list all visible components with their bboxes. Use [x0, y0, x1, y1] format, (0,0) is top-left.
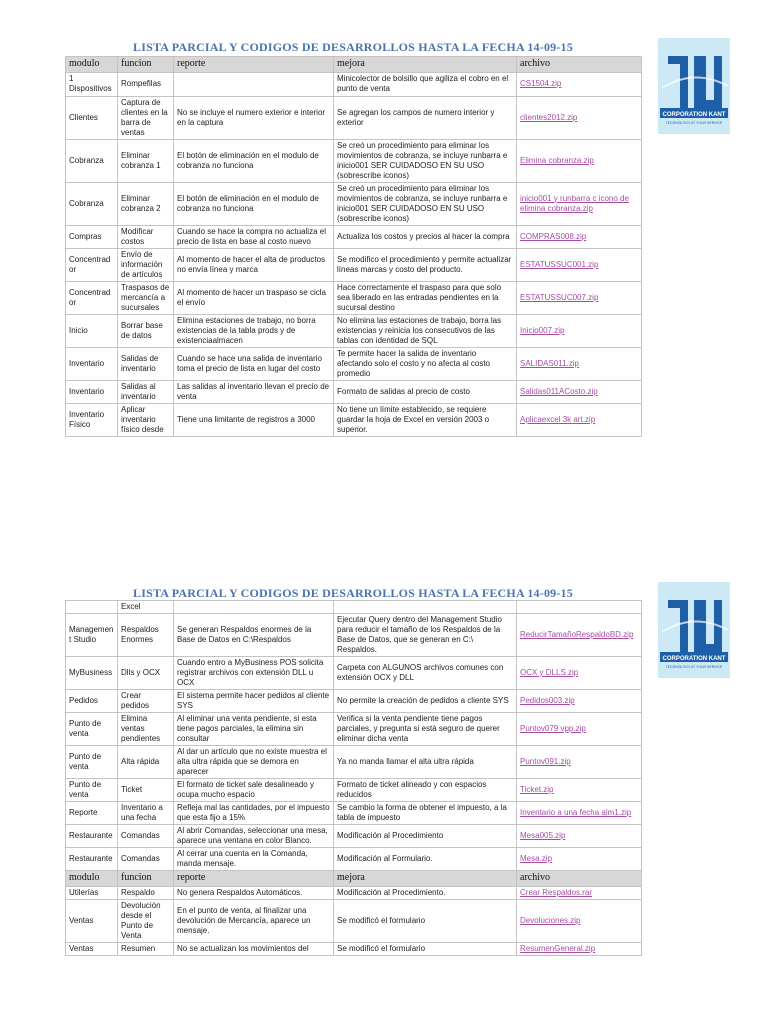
cell-archivo	[517, 614, 642, 657]
file-link[interactable]: Crear Respaldos.rar	[520, 887, 593, 897]
cell-mejora: No elimina las estaciones de trabajo, borra las existencias y reinicia los consecutivos de las tablas con identidad de SQL	[334, 314, 517, 347]
cell-modulo: Inventario	[66, 347, 118, 380]
cell-modulo: Reporte	[66, 802, 118, 825]
file-link[interactable]: Salidas011ACosto.zip	[520, 386, 598, 396]
file-link[interactable]: ResumenGeneral.zip	[520, 943, 596, 953]
cell-reporte: Al cerrar una cuenta en la Comanda, manda mensaje.	[174, 848, 334, 871]
cell-reporte	[174, 601, 334, 614]
cell-modulo: Concentrador	[66, 281, 118, 314]
cell-modulo: Restaurante	[66, 825, 118, 848]
cell-mejora: No tiene un límite establecido, se requiere guardar la hoja de Excel en versión 2003 o superior.	[334, 403, 517, 436]
file-link[interactable]: Devoluciones.zip	[520, 915, 581, 925]
cell-funcion: Rompefilas	[118, 72, 174, 96]
cell-modulo: MyBusiness	[66, 657, 118, 690]
cell-reporte: El formato de ticket sale desalineado y ocupa mucho espacio	[174, 779, 334, 802]
header-mejora: mejora	[334, 57, 517, 73]
cell-archivo	[517, 899, 642, 942]
cell-modulo: Management Studio	[66, 614, 118, 657]
cell-reporte: No genera Respaldos Automáticos.	[174, 886, 334, 899]
cell-reporte: Cuando entro a MyBusiness POS solicita registrar archivos con extensión DLL u OCX	[174, 657, 334, 690]
cell-funcion: Resumen	[118, 942, 174, 955]
cell-mejora: No permite la creación de pedidos a cliente SYS	[334, 690, 517, 713]
file-link[interactable]: ESTATUSSUC001.zip	[520, 259, 599, 269]
cell-funcion: Respaldos Enormes	[118, 614, 174, 657]
header-funcion: funcion	[118, 871, 174, 887]
cell-reporte: Cuando se hace la compra no actualiza el precio de lista en base al costo nuevo	[174, 225, 334, 248]
cell-modulo: Punto de venta	[66, 713, 118, 746]
table-row	[66, 347, 642, 380]
table-row	[66, 248, 642, 281]
cell-archivo	[517, 225, 642, 248]
cell-archivo	[517, 886, 642, 899]
table-row	[66, 380, 642, 403]
cell-reporte: Las salidas al inventario llevan el precio de venta	[174, 380, 334, 403]
cell-archivo	[517, 601, 642, 614]
cell-archivo	[517, 139, 642, 182]
cell-modulo: Compras	[66, 225, 118, 248]
corporation-kant-logo	[658, 582, 730, 678]
cell-reporte: En el punto de venta, al finalizar una devolución de Mercancía, aparece un mensaje.	[174, 899, 334, 942]
cell-archivo	[517, 380, 642, 403]
table-row	[66, 403, 642, 436]
cell-modulo: Restaurante	[66, 848, 118, 871]
cell-funcion: Elimina ventas pendientes	[118, 713, 174, 746]
cell-reporte: Al eliminar una venta pendiente, si esta tiene pagos parciales, la elimina sin consultar	[174, 713, 334, 746]
file-link[interactable]: Ticket.zip	[520, 785, 554, 794]
cell-reporte	[174, 72, 334, 96]
cell-mejora: Actualiza los costos y precios al hacer la compra	[334, 225, 517, 248]
table-header	[66, 871, 642, 887]
svg-text:CORPORATION KANT: CORPORATION KANT	[662, 112, 726, 118]
cell-reporte: Cuando se hace una salida de inventario toma el precio de lista en lugar del costo	[174, 347, 334, 380]
cell-funcion: Salidas al inventario	[118, 380, 174, 403]
file-link[interactable]: OCX y DLLS.zip	[520, 668, 579, 677]
table-row	[66, 899, 642, 942]
cell-reporte: El botón de eliminación en el modulo de cobranza no funciona	[174, 182, 334, 225]
svg-text:TECHNOLOGY AT YOUR SERVICE: TECHNOLOGY AT YOUR SERVICE	[665, 665, 723, 669]
cell-reporte: Elimina estaciones de trabajo, no borra existencias de la tabla prods y de existenciaalmacen	[174, 314, 334, 347]
cell-archivo	[517, 96, 642, 139]
cell-mejora: Formato de salidas al precio de costo	[334, 380, 517, 403]
cell-archivo	[517, 72, 642, 96]
cell-archivo	[517, 314, 642, 347]
header-archivo: archivo	[517, 57, 642, 73]
cell-funcion: Comandas	[118, 825, 174, 848]
cell-mejora: Se creó un procedimiento para eliminar los movimientos de cobranza, se incluye runbarra e inicio001 SER CUIDADOSO EN SU USO (sobrescribe iconos)	[334, 139, 517, 182]
header-mejora: mejora	[334, 871, 517, 887]
file-link[interactable]: COMPRAS008.zip	[520, 231, 587, 241]
cell-mejora: Ejecutar Query dentro del Management Studio para reducir el tamaño de los Respaldos de la Base de Datos, que se generan en C:\ Respaldos.	[334, 614, 517, 657]
cell-mejora: Se agregan los campos de numero interior y exterior	[334, 96, 517, 139]
cell-funcion: Salidas de inventario	[118, 347, 174, 380]
cell-mejora: Se modificó el formulario	[334, 899, 517, 942]
table-row	[66, 779, 642, 802]
cell-mejora: Se cambio la forma de obtener el impuesto, a la tabla de impuesto	[334, 802, 517, 825]
table-row	[66, 848, 642, 871]
cell-funcion: Eliminar cobranza 2	[118, 182, 174, 225]
file-link[interactable]: Puntov091.zip	[520, 757, 571, 766]
header-funcion: funcion	[118, 57, 174, 73]
cell-mejora: Ya no manda llamar el alta ultra rápida	[334, 746, 517, 779]
table-row	[66, 614, 642, 657]
page-title: LISTA PARCIAL Y CODIGOS DE DESARROLLOS HASTA LA FECHA 14-09-15	[133, 40, 573, 54]
cell-reporte: El sistema permite hacer pedidos al cliente SYS	[174, 690, 334, 713]
cell-modulo	[66, 601, 118, 614]
table-row	[66, 281, 642, 314]
cell-archivo	[517, 713, 642, 746]
cell-modulo: Pedidos	[66, 690, 118, 713]
cell-funcion: Dlls y OCX	[118, 657, 174, 690]
cell-funcion: Eliminar cobranza 1	[118, 139, 174, 182]
cell-funcion: Crear pedidos	[118, 690, 174, 713]
cell-mejora: Te permite hacer la salida de inventario afectando solo el costo y no afecta al costo promedio	[334, 347, 517, 380]
cell-funcion: Ticket	[118, 779, 174, 802]
file-link[interactable]: Pedidos003.zip	[520, 696, 575, 705]
file-link[interactable]: Aplicaexcel 3k art.zip	[520, 414, 596, 424]
cell-modulo: Utilerías	[66, 886, 118, 899]
cell-modulo: Cobranza	[66, 139, 118, 182]
cell-funcion: Modificar costos	[118, 225, 174, 248]
cell-funcion: Alta rápida	[118, 746, 174, 779]
cell-archivo	[517, 779, 642, 802]
table-row	[66, 713, 642, 746]
cell-archivo	[517, 248, 642, 281]
cell-archivo	[517, 657, 642, 690]
file-link[interactable]: Elimina cobranza.zip	[520, 155, 594, 165]
cell-modulo: Punto de venta	[66, 746, 118, 779]
file-link[interactable]: ReducirTamañoRespaldoBD.zip	[520, 630, 634, 639]
cell-archivo	[517, 942, 642, 955]
cell-funcion: Devolución desde el Punto de Venta	[118, 899, 174, 942]
file-link[interactable]: Puntov079 vpp.zip	[520, 724, 586, 733]
table-row	[66, 225, 642, 248]
table-row	[66, 657, 642, 690]
cell-funcion: Captura de clientes en la barra de ventas	[118, 96, 174, 139]
table-header	[66, 57, 642, 73]
corporation-kant-logo	[658, 38, 730, 134]
cell-reporte: Al abrir Comandas, seleccionar una mesa, aparece una ventana en color Blanco.	[174, 825, 334, 848]
cell-funcion: Envío de información de artículos	[118, 248, 174, 281]
table-row	[66, 182, 642, 225]
cell-modulo: Ventas	[66, 899, 118, 942]
cell-modulo: Clientes	[66, 96, 118, 139]
cell-archivo	[517, 690, 642, 713]
cell-funcion: Aplicar inventario físico desde	[118, 403, 174, 436]
file-link[interactable]: clientes2012.zip	[520, 112, 578, 122]
file-link[interactable]: Mesa.zip	[520, 854, 553, 863]
developments-table	[65, 56, 642, 437]
svg-text:CORPORATION KANT: CORPORATION KANT	[662, 656, 726, 662]
cell-funcion: Borrar base de datos	[118, 314, 174, 347]
table-row	[66, 96, 642, 139]
cell-funcion: Comandas	[118, 848, 174, 871]
header-modulo: modulo	[66, 57, 118, 73]
cell-archivo	[517, 802, 642, 825]
cell-archivo	[517, 347, 642, 380]
cell-mejora: Carpeta con ALGUNOS archivos comunes con extensión OCX y DLL	[334, 657, 517, 690]
table-row	[66, 802, 642, 825]
cell-archivo	[517, 182, 642, 225]
cell-archivo	[517, 848, 642, 871]
cell-modulo: Inventario	[66, 380, 118, 403]
cell-reporte: No se actualizan los movimientos del	[174, 942, 334, 955]
header-modulo: modulo	[66, 871, 118, 887]
header-archivo: archivo	[517, 871, 642, 887]
table-row	[66, 139, 642, 182]
cell-reporte: No se incluye el numero exterior e interior en la captura	[174, 96, 334, 139]
cell-mejora: Formato de ticket alineado y con espacios reducidos	[334, 779, 517, 802]
cell-modulo: Punto de venta	[66, 779, 118, 802]
cell-mejora: Se modifico el procedimiento y permite actualizar líneas marcas y costo del producto.	[334, 248, 517, 281]
file-link[interactable]: Inicio007.zip	[520, 325, 565, 335]
cell-archivo	[517, 403, 642, 436]
cell-mejora: Modificación al Procedimiento	[334, 825, 517, 848]
cell-reporte: Se generan Respaldos enormes de la Base de Datos en C:\Respaldos	[174, 614, 334, 657]
developments-table-2	[65, 600, 642, 956]
cell-modulo: Ventas	[66, 942, 118, 955]
cell-reporte: Al momento de hacer el alta de productos no envía línea y marca	[174, 248, 334, 281]
header-reporte: reporte	[174, 871, 334, 887]
header-reporte: reporte	[174, 57, 334, 73]
svg-text:TECHNOLOGY AT YOUR SERVICE: TECHNOLOGY AT YOUR SERVICE	[665, 121, 723, 125]
cell-mejora: Minicolector de bolsillo que agiliza el cobro en el punto de venta	[334, 72, 517, 96]
cell-funcion: Respaldo	[118, 886, 174, 899]
file-link[interactable]: Inventario a una fecha alm1.zip	[520, 808, 632, 817]
cell-modulo: Inicio	[66, 314, 118, 347]
cell-mejora: Modificación al Procedimiento.	[334, 886, 517, 899]
cell-archivo	[517, 825, 642, 848]
cell-mejora	[334, 601, 517, 614]
cell-reporte: El botón de eliminación en el modulo de cobranza no funciona	[174, 139, 334, 182]
table-row	[66, 314, 642, 347]
cell-mejora: Modificación al Formulario.	[334, 848, 517, 871]
table-row	[66, 601, 642, 614]
cell-reporte: Refleja mal las cantidades, por el impuesto que esta fijo a 15%	[174, 802, 334, 825]
page-title-2: LISTA PARCIAL Y CODIGOS DE DESARROLLOS HASTA LA FECHA 14-09-15	[133, 586, 573, 600]
cell-reporte: Al momento de hacer un traspaso se cicla el envío	[174, 281, 334, 314]
cell-mejora: Se creó un procedimiento para eliminar los movimientos de cobranza, se incluye runbarra e inicio001 SER CUIDADOSO EN SU USO (sobrescribe iconos)	[334, 182, 517, 225]
cell-reporte: Tiene una limitante de registros a 3000	[174, 403, 334, 436]
cell-mejora: Se modificó el formulario	[334, 942, 517, 955]
cell-modulo: Concentrador	[66, 248, 118, 281]
cell-funcion: Excel	[118, 601, 174, 614]
cell-modulo: Cobranza	[66, 182, 118, 225]
table-row	[66, 72, 642, 96]
table-row	[66, 942, 642, 955]
cell-mejora: Verifica si la venta pendiente tiene pagos parciales, y pregunta si está seguro de querer eliminar dicha venta	[334, 713, 517, 746]
table-row	[66, 825, 642, 848]
cell-reporte: Al dar un artículo que no existe muestra el alta ultra rápida que se demora en aparecer	[174, 746, 334, 779]
table-row	[66, 690, 642, 713]
file-link[interactable]: ESTATUSSUC007.zip	[520, 292, 599, 302]
file-link[interactable]: Mesa005.zip	[520, 831, 566, 840]
cell-modulo: Inventario Físico	[66, 403, 118, 436]
cell-modulo: 1 Dispositivos	[66, 72, 118, 96]
cell-mejora: Hace correctamente el traspaso para que solo sea liberado en las entradas pendientes en la sucursal destino	[334, 281, 517, 314]
file-link[interactable]: CS1504.zip	[520, 79, 562, 88]
cell-archivo	[517, 746, 642, 779]
cell-funcion: Inventario a una fecha	[118, 802, 174, 825]
file-link[interactable]: SALIDAS011.zip	[520, 358, 579, 368]
file-link[interactable]: inicio001 y runbarra c icono de elimina cobranza.zip	[520, 193, 629, 213]
cell-funcion: Traspasos de mercancía a sucursales	[118, 281, 174, 314]
cell-archivo	[517, 281, 642, 314]
table-row	[66, 886, 642, 899]
table-row	[66, 746, 642, 779]
